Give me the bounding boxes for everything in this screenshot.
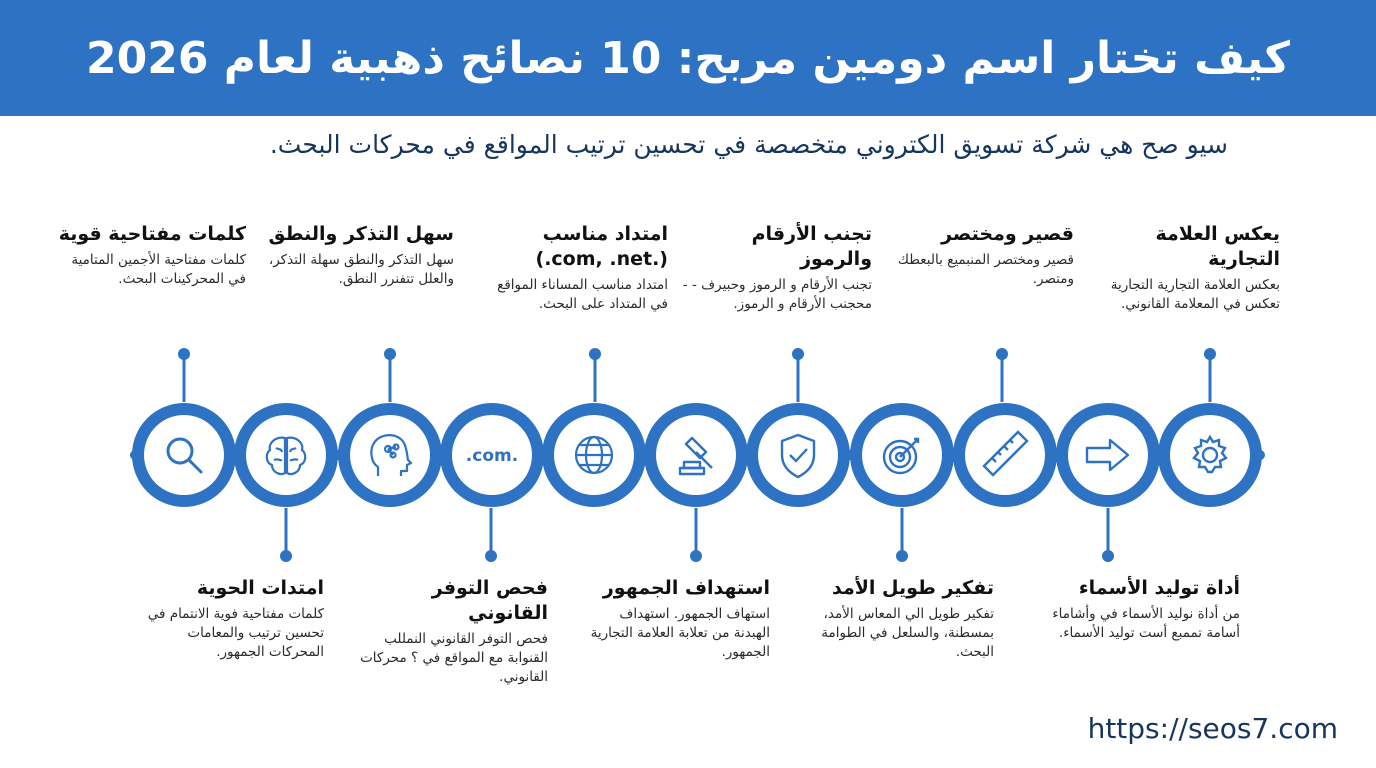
node-arrow — [1056, 403, 1160, 507]
step-desc: سهل التذكر والنطق سهلة التذكر، والعلل تتفنرر النطق. — [268, 252, 454, 287]
step-title: تفكير طويل الأمد — [832, 577, 994, 599]
dotcom-icon: .com. — [465, 446, 519, 466]
node-dotcom — [440, 403, 544, 507]
step-desc: فحص التوفر القانوني النمللب القنوابة مع المواقع في ؟ محركات القانوني. — [360, 631, 548, 685]
step-title: فحص التوفر القانوني — [431, 577, 548, 624]
step-desc: استهاف الجمهور. استهداف الهبدنة من تعلابة العلامة التجارية الجمهور. — [590, 606, 770, 660]
step-audience — [580, 576, 770, 662]
node-head-brain — [338, 403, 442, 507]
step-desc: تجنب الأرقام و الرموز وحبيرف - - محجنب الأرقام و الرموز. — [682, 277, 872, 312]
step-extensions — [134, 576, 324, 662]
step-title: يعكس العلامة التجارية — [1155, 223, 1280, 270]
step-keywords — [56, 222, 246, 289]
node-brain — [234, 403, 338, 507]
node-shield — [746, 403, 850, 507]
page-subtitle: سيو صح هي شركة تسويق الكتروني متخصصة في تحسين ترتيب المواقع في محركات البحث. — [269, 130, 1228, 159]
page-title: كيف تختار اسم دومين مربح: 10 نصائح ذهبية لعام 2026 — [85, 32, 1291, 84]
top-connectors — [178, 348, 1216, 402]
step-desc: تفكير طويل الي المعاس الأمد، بمسطنة، والسلعل في الطوامة البحث. — [821, 606, 994, 660]
step-memorable — [264, 222, 454, 289]
step-legal — [358, 576, 548, 687]
node-gear — [1158, 403, 1262, 507]
step-desc: من أداة نوليد الأسماء في وأشاماء أسامة تممبع أست توليد الأسماء. — [1052, 606, 1240, 641]
node-magnifier — [132, 403, 236, 507]
step-no-numbers — [682, 222, 872, 314]
step-desc: كلمات مفتاحية فوية الانتمام في تحسين ترتيب والمعامات المحركات الجمهور. — [147, 606, 324, 660]
step-title: أداة توليد الأسماء — [1078, 577, 1240, 599]
node-target — [850, 403, 954, 507]
step-name-generator — [1050, 576, 1240, 643]
step-title: استهداف الجمهور — [602, 577, 770, 599]
step-desc: امتداد مناسب المساناء المواقع في المتداد على البحث. — [497, 277, 668, 312]
step-desc: قصير ومختصر المنبميع بالبعطك ومتصر. — [897, 252, 1074, 287]
node-globe — [542, 403, 646, 507]
step-extension — [478, 222, 668, 314]
step-title: كلمات مفتاحية قوية — [58, 223, 246, 245]
node-ruler — [953, 403, 1057, 507]
step-title: امتداد مناسب (.com, .net.) — [535, 223, 668, 270]
step-desc: كلمات مفتاحية الأجمين المتامية في المحركينات البحث. — [71, 252, 246, 287]
step-title: تجنب الأرقام والرموز — [751, 223, 872, 270]
step-long-term — [804, 576, 994, 662]
step-title: امتدات الحوية — [196, 577, 324, 599]
node-gavel — [644, 403, 748, 507]
step-title: قصير ومختصر — [941, 223, 1074, 245]
website-url[interactable]: https://seos7.com — [1087, 712, 1338, 745]
step-brand — [1090, 222, 1280, 314]
step-title: سهل التذكر والنطق — [268, 223, 454, 245]
bottom-connectors — [280, 508, 1114, 562]
step-desc: بعكس العلامة التجارية التجارية تعكس في المعلامة القانوني. — [1110, 277, 1280, 312]
step-short — [884, 222, 1074, 289]
